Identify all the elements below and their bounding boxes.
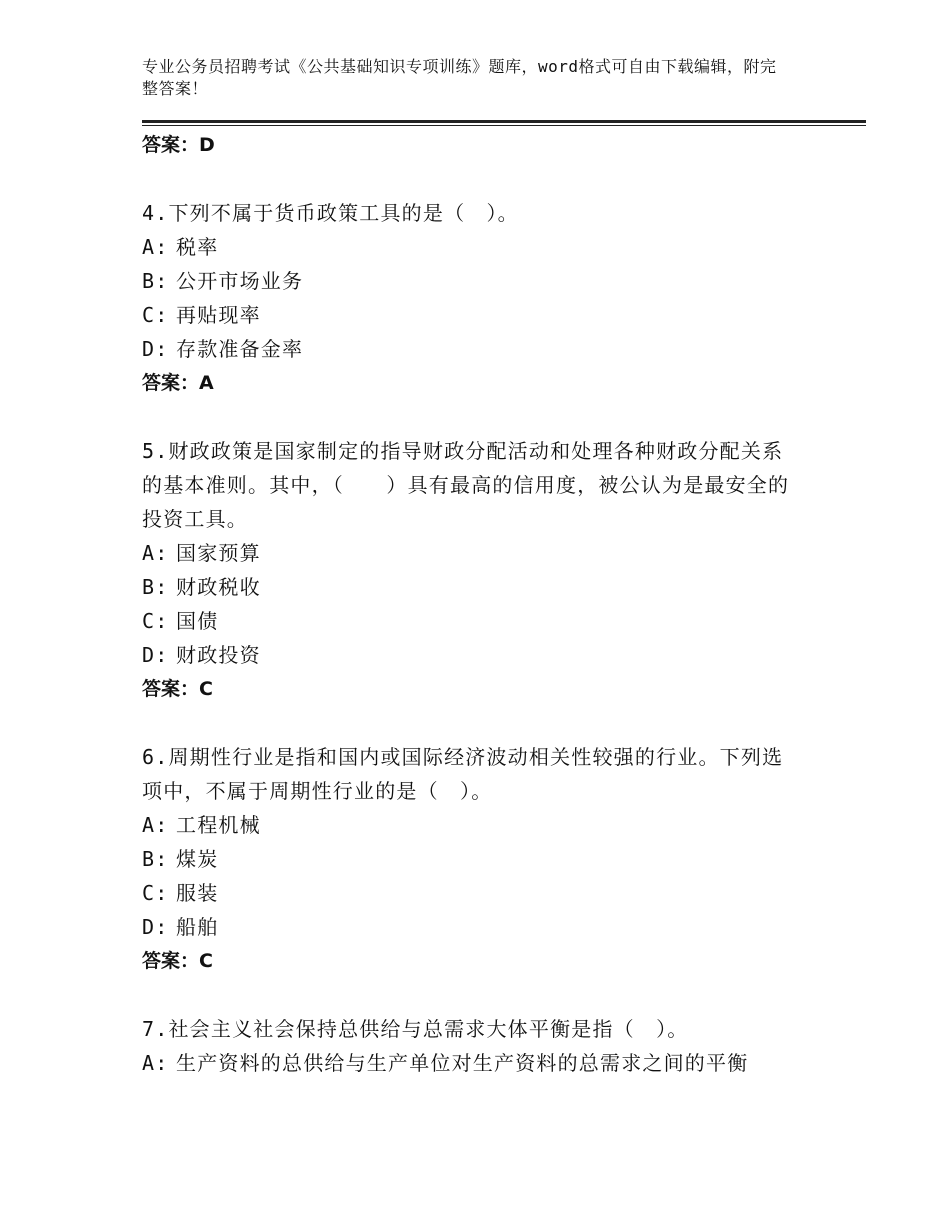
option-b	[142, 264, 802, 298]
option-a	[142, 536, 802, 570]
question-stem: 5.财政政策是国家制定的指导财政分配活动和处理各种财政分配关系的基本准则。其中，（ ）具有最高的信用度，被公认为是最安全的投资工具。	[142, 439, 790, 531]
option-text: 工程机械	[176, 813, 261, 837]
answer-line: 答案：D	[142, 134, 215, 156]
option-letter: C:	[142, 609, 169, 633]
option-text: 国债	[176, 609, 219, 633]
answer-line: 答案：A	[142, 372, 214, 394]
option-c	[142, 298, 802, 332]
option-text: 存款准备金率	[176, 337, 304, 361]
option-letter: B:	[142, 269, 169, 293]
answer-line: 答案：C	[142, 950, 213, 972]
option-d	[142, 910, 802, 944]
question-4	[142, 196, 802, 400]
option-text: 公开市场业务	[176, 269, 304, 293]
option-text: 服装	[176, 881, 219, 905]
option-b	[142, 842, 802, 876]
option-c	[142, 604, 802, 638]
option-letter: A:	[142, 1051, 169, 1075]
option-text: 财政税收	[176, 575, 261, 599]
option-letter: D:	[142, 337, 169, 361]
option-text: 国家预算	[176, 541, 261, 565]
option-letter: B:	[142, 575, 169, 599]
header-divider-thick	[142, 120, 866, 123]
option-text: 煤炭	[176, 847, 219, 871]
question-5	[142, 434, 802, 706]
question-stem: 6.周期性行业是指和国内或国际经济波动相关性较强的行业。下列选项中，不属于周期性行业的是（ ）。	[142, 745, 784, 803]
option-text: 税率	[176, 235, 219, 259]
option-letter: A:	[142, 235, 169, 259]
option-text: 船舶	[176, 915, 219, 939]
option-letter: D:	[142, 643, 169, 667]
header-divider-thin	[142, 125, 866, 126]
question-6	[142, 740, 802, 978]
option-a	[142, 230, 802, 264]
option-d	[142, 332, 802, 366]
option-letter: C:	[142, 303, 169, 327]
option-letter: A:	[142, 813, 169, 837]
option-text: 财政投资	[176, 643, 261, 667]
option-a	[142, 1046, 802, 1080]
option-letter: D:	[142, 915, 169, 939]
question-7	[142, 1012, 802, 1080]
option-text: 生产资料的总供给与生产单位对生产资料的总需求之间的平衡	[176, 1051, 749, 1075]
option-b	[142, 570, 802, 604]
page-header: 专业公务员招聘考试《公共基础知识专项训练》题库，word格式可自由下载编辑，附完整答案！	[142, 57, 777, 98]
option-letter: A:	[142, 541, 169, 565]
option-a	[142, 808, 802, 842]
option-d	[142, 638, 802, 672]
option-c	[142, 876, 802, 910]
option-letter: B:	[142, 847, 169, 871]
option-letter: C:	[142, 881, 169, 905]
question-stem: 7.社会主义社会保持总供给与总需求大体平衡是指（ ）。	[142, 1017, 689, 1041]
option-text: 再贴现率	[176, 303, 261, 327]
question-list	[142, 128, 802, 1080]
question-stem: 4.下列不属于货币政策工具的是（ ）。	[142, 201, 519, 225]
answer-line: 答案：C	[142, 678, 213, 700]
